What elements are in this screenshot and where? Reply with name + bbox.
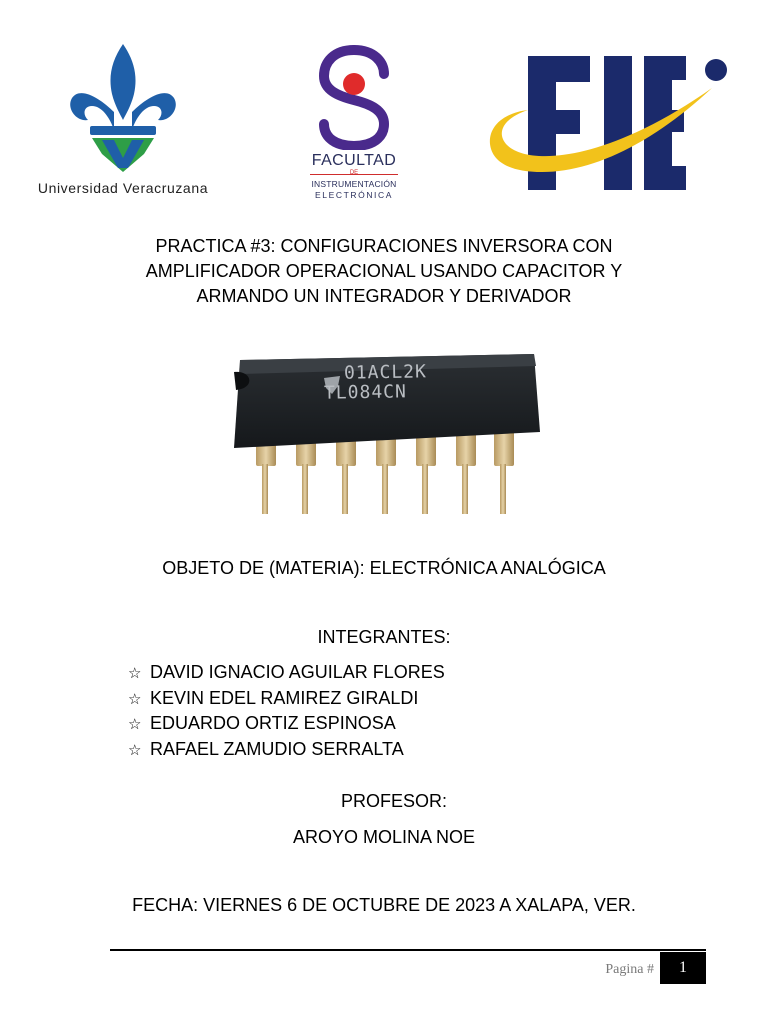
tl084-chip-image — [228, 352, 548, 522]
star-icon: ☆ — [128, 664, 142, 682]
fleur-de-lis-icon — [66, 42, 180, 174]
members-list — [128, 660, 445, 762]
list-item — [128, 686, 445, 712]
chip-code: 01ACL2K — [343, 361, 428, 384]
university-name: Universidad Veracruzana — [37, 180, 209, 196]
facultad-emblem-icon — [316, 44, 392, 150]
member-name: DAVID IGNACIO AGUILAR FLORES — [150, 662, 445, 682]
facultad-title: FACULTAD — [311, 152, 397, 169]
fie-emblem-icon — [484, 48, 734, 198]
title-line: PRACTICA #3: CONFIGURACIONES INVERSORA CON — [155, 236, 613, 256]
star-icon: ☆ — [128, 740, 142, 759]
list-item — [128, 737, 445, 763]
title-line: ARMANDO UN INTEGRADOR Y DERIVADOR — [196, 286, 572, 306]
member-name: KEVIN EDEL RAMIREZ GIRALDI — [150, 687, 419, 708]
date-line: FECHA: VIERNES 6 DE OCTUBRE DE 2023 A XALAPA, VER. — [132, 895, 636, 915]
subject-line: OBJETO DE (MATERIA): ELECTRÓNICA ANALÓGICA — [162, 558, 606, 578]
list-item — [128, 711, 445, 737]
facultad-subtitle-2: ELECTRÓNICA — [314, 190, 394, 200]
star-icon: ☆ — [128, 689, 142, 708]
members-label: INTEGRANTES: — [317, 627, 451, 647]
star-icon: ☆ — [128, 715, 142, 733]
professor-name: AROYO MOLINA NOE — [292, 827, 476, 847]
facultad-de: DE — [349, 170, 359, 176]
page-number: 1 — [660, 952, 706, 984]
facultad-subtitle-1: INSTRUMENTACIÓN — [311, 179, 397, 189]
page-label: Pagina # — [605, 962, 654, 977]
facultad-logo — [296, 44, 412, 204]
chip-part-number: TL084CN — [323, 381, 408, 404]
member-name: RAFAEL ZAMUDIO SERRALTA — [150, 738, 404, 759]
list-item — [128, 660, 445, 686]
member-name: EDUARDO ORTIZ ESPINOSA — [150, 713, 396, 733]
document-title — [0, 234, 768, 309]
universidad-veracruzana-logo — [28, 42, 218, 202]
fie-logo — [484, 48, 734, 198]
footer-divider — [110, 949, 706, 951]
title-line: AMPLIFICADOR OPERACIONAL USANDO CAPACITOR Y — [145, 261, 623, 281]
professor-label: PROFESOR: — [340, 791, 447, 811]
